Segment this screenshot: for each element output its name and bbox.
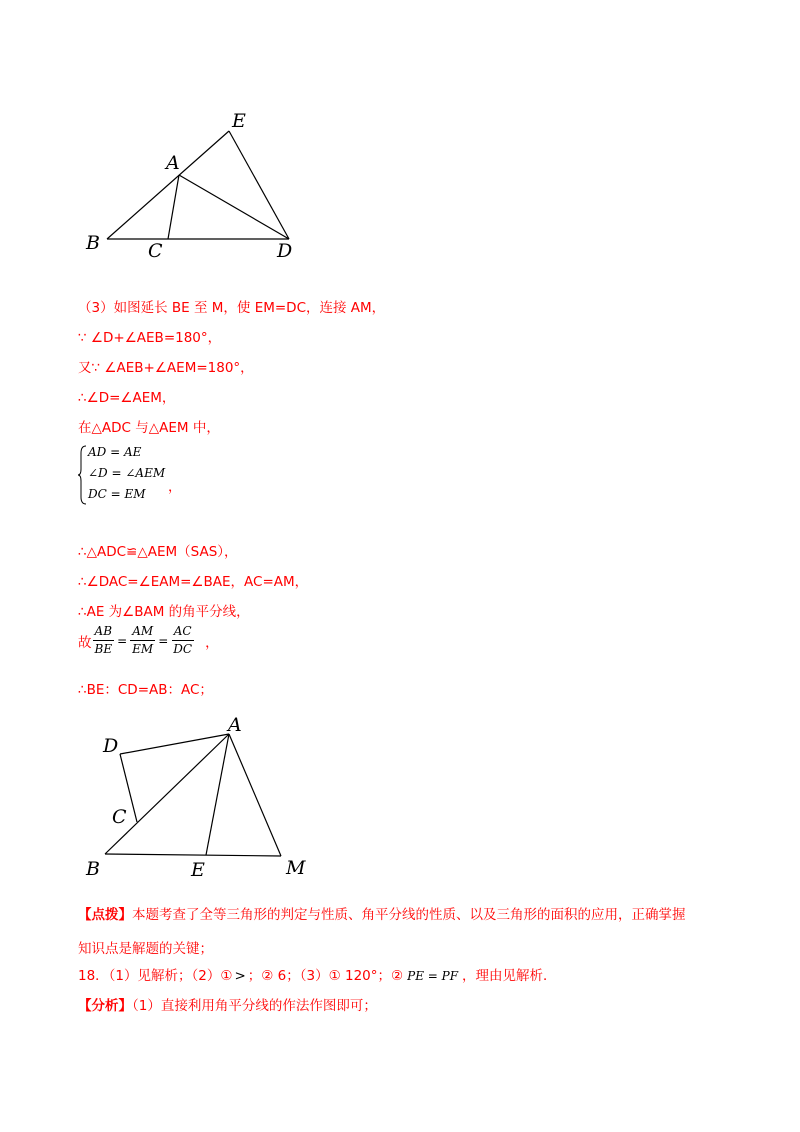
segment-ED [229,131,289,239]
fraction-denominator: BE [94,642,113,656]
label-E: E [191,859,205,881]
system-tail: ， [168,479,182,495]
solution-line-6: ∴△ADC≌△AEM（SAS）， [78,544,238,560]
segment-BM [105,854,281,856]
system-row-2: ∠D = ∠AEM [88,466,166,480]
fenxi-line [78,994,377,1014]
solution-line-9: ∴BE：CD=AB：AC； [78,682,213,698]
solution-line-3: 又∵ ∠AEB+∠AEM=180°， [78,360,254,376]
figure-triangle-2 [80,710,330,885]
segment-BE [107,131,229,239]
q18-prefix: 18．（1）见解析；（2）① [78,968,233,984]
solution-line-8: ∴AE 为∠BAM 的角平分线， [78,604,250,620]
segment-DA [120,734,229,754]
q18-math-pe-pf: PE = PF [407,969,459,983]
label-C: C [112,806,127,828]
label-B: B [86,232,100,254]
q18-answer [78,964,557,984]
dianbo-line-1 [78,903,686,923]
fenxi-text: （1）直接利用角平分线的作法作图即可； [132,998,377,1014]
solution-line-1: （3）如图延长 BE 至 M，使 EM=DC，连接 AM， [78,300,386,316]
system-row-3: DC = EM [88,487,146,501]
segment-AD [179,175,289,239]
system-row-1: AD = AE [88,445,142,459]
ratio-equation [78,624,219,657]
label-D: D [103,735,119,757]
label-D: D [277,240,293,262]
fraction-denominator: DC [173,642,193,656]
greater-than-sign: > [234,968,246,984]
dianbo-tag: 【点拨】 [78,907,132,923]
dianbo-text-1: 本题考查了全等三角形的判定与性质、角平分线的性质、以及三角形的面积的应用，正确掌握 [132,907,686,923]
solution-line-2: ∵ ∠D+∠AEB=180°， [78,330,222,346]
fraction-numerator: AM [130,624,155,641]
solution-line-4: ∴∠D=∠AEM， [78,390,176,406]
label-A: A [166,152,180,174]
fraction-ac-dc [171,624,194,657]
dianbo-line-2: 知识点是解题的关键； [78,941,213,957]
ratio-tail: ， [205,634,219,651]
equals-sign: = [158,633,169,648]
fenxi-tag: 【分析】 [78,998,132,1014]
segment-AC [168,175,179,239]
fraction-ab-be [93,624,115,657]
label-C: C [148,240,163,262]
q18-suffix: ，理由见解析． [462,968,557,984]
segment-AM [229,734,281,856]
fraction-numerator: AC [172,624,194,641]
left-brace-icon [78,445,88,505]
label-E: E [232,110,246,132]
fraction-denominator: EM [132,642,154,656]
q18-mid: ；② 6；（3）① 120°；② [247,968,404,984]
label-A: A [228,714,242,736]
fraction-numerator: AB [93,624,114,641]
fraction-am-em [130,624,155,657]
segment-BA [105,734,229,854]
label-M: M [286,857,306,879]
figure-triangle-1 [80,105,320,265]
equals-sign: = [117,633,128,648]
ratio-prefix: 故 [78,634,92,651]
solution-line-5: 在△ADC 与△AEM 中， [78,420,220,436]
solution-line-7: ∴∠DAC=∠EAM=∠BAE，AC=AM， [78,574,309,590]
label-B: B [86,858,100,880]
